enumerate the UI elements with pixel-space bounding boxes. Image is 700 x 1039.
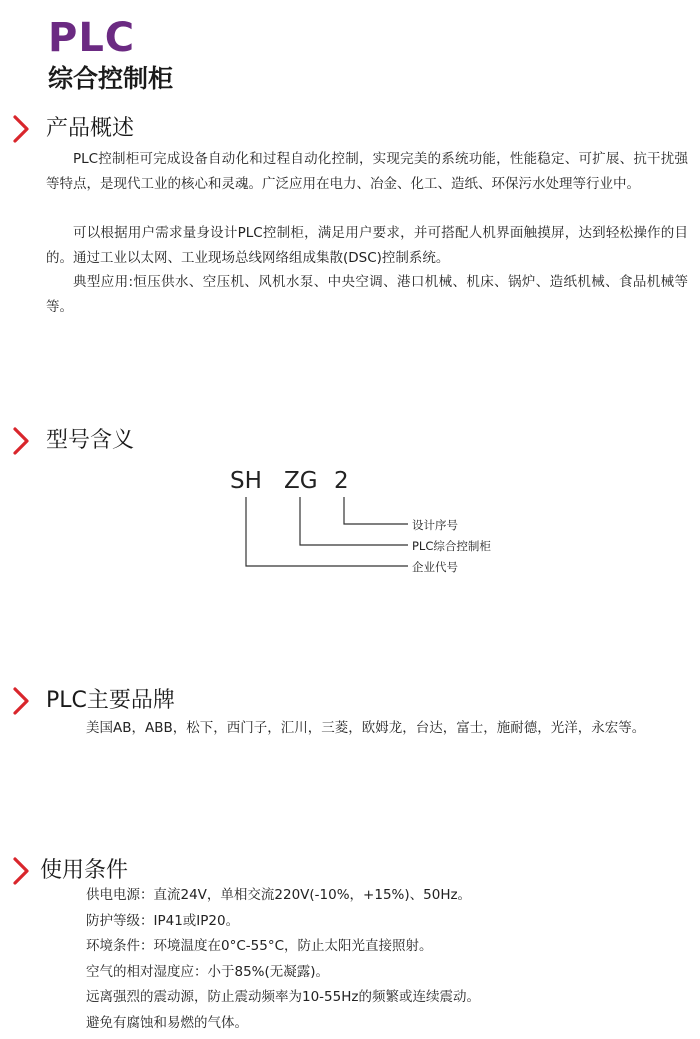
page-subtitle: 综合控制柜 [48,64,174,93]
condition-line: 远离强烈的震动源，防止震动频率为10-55Hz的频繁或连续震动。 [86,989,480,1005]
page-title: PLC [48,15,136,61]
model-code-type: ZG [284,468,318,494]
condition-line: 避免有腐蚀和易燃的气体。 [86,1014,248,1031]
leader-line-type [300,497,408,545]
model-code-serial: 2 [334,468,349,494]
chevron-right-icon [10,856,32,886]
model-label-type: PLC综合控制柜 [412,539,491,553]
section-overview-title: 产品概述 [46,116,135,141]
overview-paragraph-2: 可以根据用户需求量身设计PLC控制柜，满足用户要求，并可搭配人机界面触摸屏，达到轻松操作的目的。通过工业以太网、工业现场总线网络组成集散(DSC)控制系统。 [46,225,688,266]
condition-line: 环境条件：环境温度在0°C-55°C，防止太阳光直接照射。 [86,938,433,954]
model-label-enterprise: 企业代号 [412,560,458,574]
overview-paragraph-3: 典型应用:恒压供水、空压机、风机水泵、中央空调、港口机械、机床、锅炉、造纸机械、食品机械等等。 [46,274,688,315]
model-label-serial: 设计序号 [412,518,458,532]
chevron-right-icon [10,686,32,716]
condition-line: 防护等级：IP41或IP20。 [86,912,240,929]
section-model-title: 型号含义 [46,428,135,453]
leader-line-enterprise [246,497,408,566]
brands-list: 美国AB，ABB，松下，西门子，汇川，三菱，欧姆龙，台达，富士，施耐德，光洋，永宏等。 [86,720,646,736]
leader-line-serial [344,497,408,524]
condition-line: 空气的相对湿度应：小于85%(无凝露)。 [86,963,330,980]
section-conditions-title: 使用条件 [40,858,129,883]
overview-paragraph-1: PLC控制柜可完成设备自动化和过程自动化控制，实现完美的系统功能，性能稳定、可扩展、抗干扰强等特点，是现代工业的核心和灵魂。广泛应用在电力、冶金、化工、造纸、环保污水处理等行业中。 [46,151,688,192]
condition-line: 供电电源：直流24V，单相交流220V(-10%，+15%)、50Hz。 [86,887,472,903]
model-code-enterprise: SH [230,468,262,494]
conditions-list [86,883,480,1036]
section-brands-title: PLC主要品牌 [46,688,175,713]
